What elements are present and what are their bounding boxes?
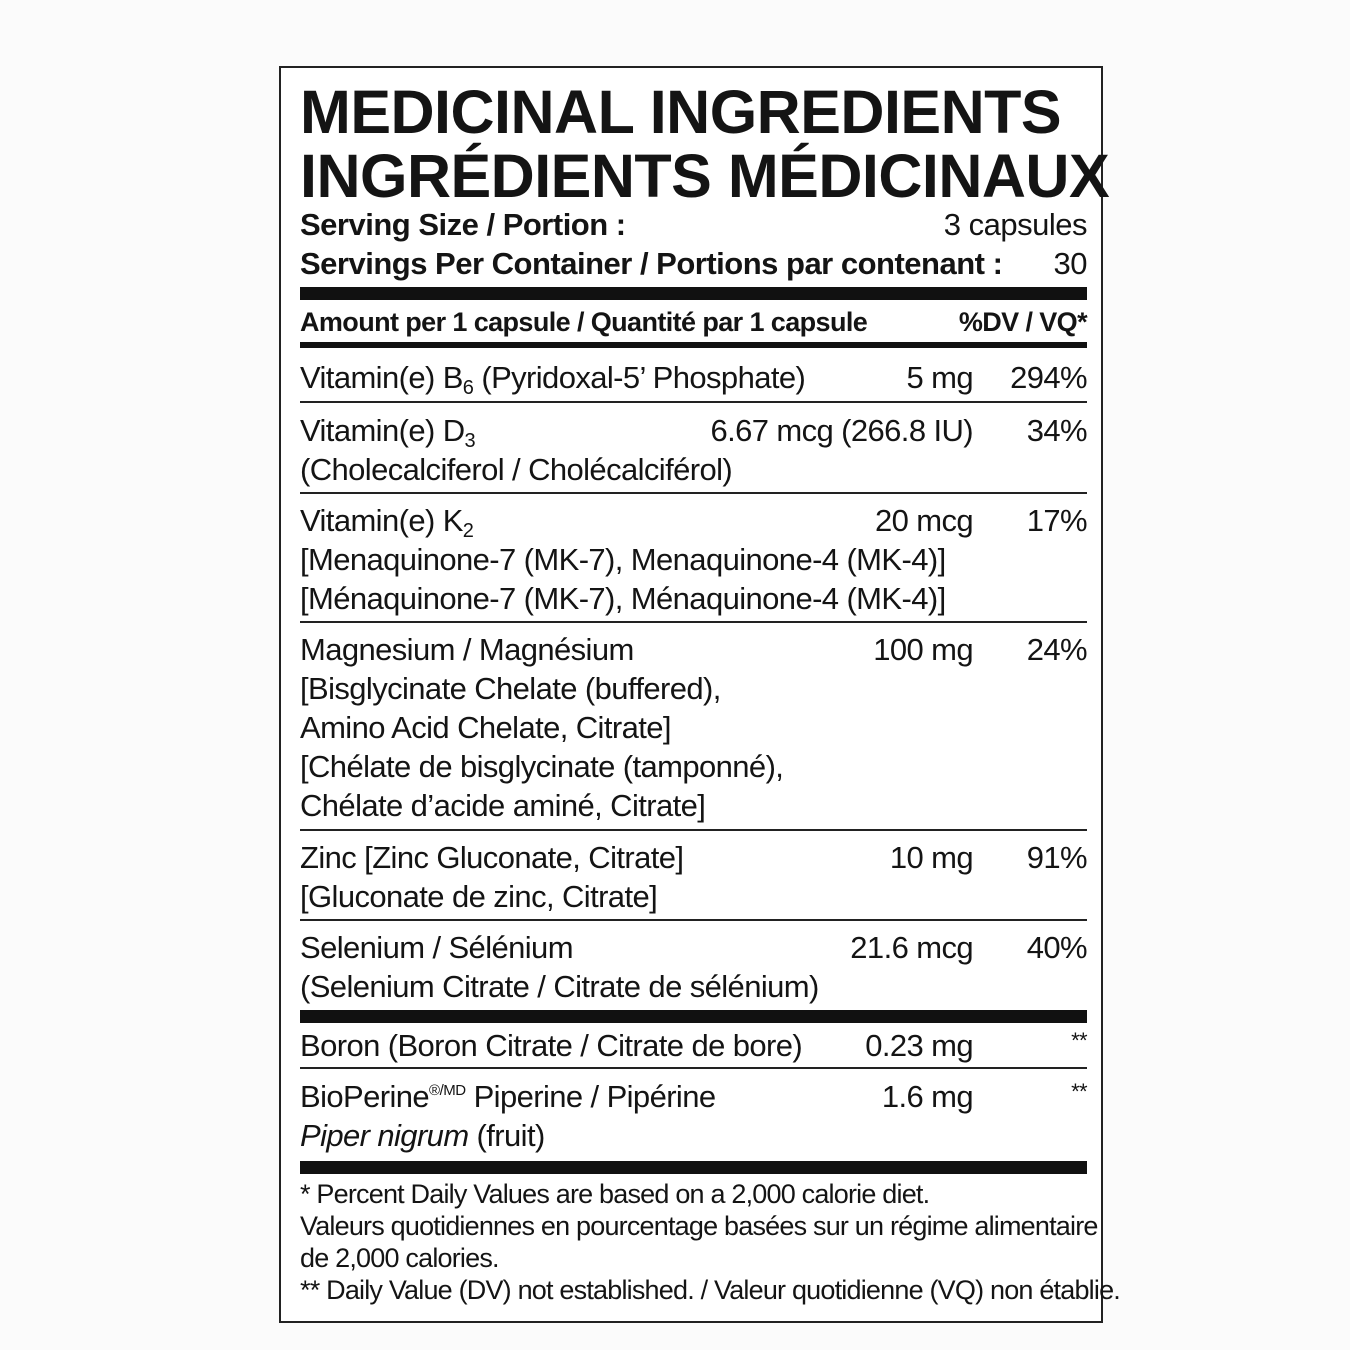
row-divider — [300, 1067, 1087, 1069]
footnote-line: de 2,000 calories. — [300, 1243, 499, 1273]
ingredient-name: Vitamin(e) $D_3$ (Cholecalciferol / Cholécalciférol) — [300, 413, 733, 487]
ingredient-dv: ** — [1071, 1028, 1087, 1053]
divider-thick-top — [300, 287, 1087, 300]
ingredient-name: Vitamin(e) $K_2$ [Menaquinone-7 (MK-7), Menaquinone-4 (MK-4)] [Ménaquinone-7 (MK-7), Ménaquinone-4 (MK-4)] — [300, 503, 946, 616]
footnote-line: ** Daily Value (DV) not established. / Valeur quotidienne (VQ) non établie. — [300, 1275, 1120, 1305]
ingredient-amount: 6.67 mcg (266.8 IU) — [710, 413, 973, 448]
ingredient-amount: 0.23 mg — [865, 1028, 973, 1063]
ingredient-dv: 24% — [1026, 632, 1087, 667]
divider-thick-bottom — [300, 1161, 1087, 1174]
ingredient-row — [300, 1077, 1087, 1155]
servings-per-container-value: 30 — [1053, 246, 1087, 281]
ingredient-row — [300, 928, 1087, 1006]
ingredient-amount: 100 mg — [873, 632, 973, 667]
ingredient-amount: 20 mcg — [874, 503, 973, 538]
title-french: INGRÉDIENTS MÉDICINAUX — [300, 142, 1110, 210]
row-divider — [300, 829, 1087, 831]
ingredient-row — [300, 1026, 1087, 1066]
ingredient-amount: 5 mg — [906, 360, 973, 395]
ingredient-name: BioPerine$^{®/MD}$ Piperine / Pipérine Piper nigrum (fruit) — [300, 1079, 716, 1153]
row-divider — [300, 492, 1087, 494]
ingredient-name: Selenium / Sélénium (Selenium Citrate / Citrate de sélénium) — [300, 930, 819, 1004]
row-divider — [300, 621, 1087, 623]
supplement-facts-panel — [279, 66, 1120, 1323]
footnote-line: * Percent Daily Values are based on a 2,000 calorie diet. — [300, 1179, 930, 1209]
divider-thick-middle — [300, 1010, 1087, 1023]
ingredient-amount: 1.6 mg — [881, 1079, 973, 1114]
ingredient-dv: 40% — [1026, 930, 1087, 965]
ingredient-dv: ** — [1071, 1079, 1087, 1104]
ingredient-row — [300, 630, 1087, 825]
ingredient-name: Vitamin(e) $B_6$ (Pyridoxal-5’ Phosphate) — [300, 360, 806, 399]
amount-header-row — [300, 304, 1087, 340]
serving-size-row — [300, 206, 1087, 244]
ingredient-name: Magnesium / Magnésium [Bisglycinate Chelate (buffered), Amino Acid Chelate, Citrate] [Chélate de bisglycinate (tamponné), Chélate d’acide aminé, Citrate] — [300, 632, 784, 823]
ingredient-dv: 294% — [1010, 360, 1087, 395]
ingredient-row — [300, 501, 1087, 618]
ingredient-dv: 91% — [1026, 840, 1087, 875]
amount-header-label: Amount per 1 capsule / Quantité par 1 capsule — [300, 307, 868, 337]
divider-medium — [300, 342, 1087, 348]
row-divider — [300, 919, 1087, 921]
title-english: MEDICINAL INGREDIENTS — [300, 78, 1062, 146]
ingredient-dv: 17% — [1026, 503, 1087, 538]
ingredient-row — [300, 358, 1087, 398]
ingredient-name: Zinc [Zinc Gluconate, Citrate] [Gluconate de zinc, Citrate] — [300, 840, 684, 914]
ingredient-row — [300, 411, 1087, 489]
serving-size-value: 3 capsules — [943, 207, 1087, 242]
ingredient-amount: 21.6 mcg — [850, 930, 973, 965]
servings-per-container-label: Servings Per Container / Portions par contenant : — [300, 246, 1003, 281]
footnote-line: Valeurs quotidiennes en pourcentage basées sur un régime alimentaire — [300, 1211, 1098, 1241]
serving-size-label: Serving Size / Portion : — [300, 207, 626, 242]
ingredient-row — [300, 838, 1087, 916]
servings-per-container-row — [300, 245, 1087, 283]
footnotes — [300, 1178, 1120, 1306]
ingredient-name: Boron (Boron Citrate / Citrate de bore) — [300, 1028, 803, 1063]
ingredient-amount: 10 mg — [889, 840, 973, 875]
dv-header-label: %DV / VQ* — [958, 307, 1087, 337]
row-divider — [300, 401, 1087, 403]
ingredient-dv: 34% — [1026, 413, 1087, 448]
